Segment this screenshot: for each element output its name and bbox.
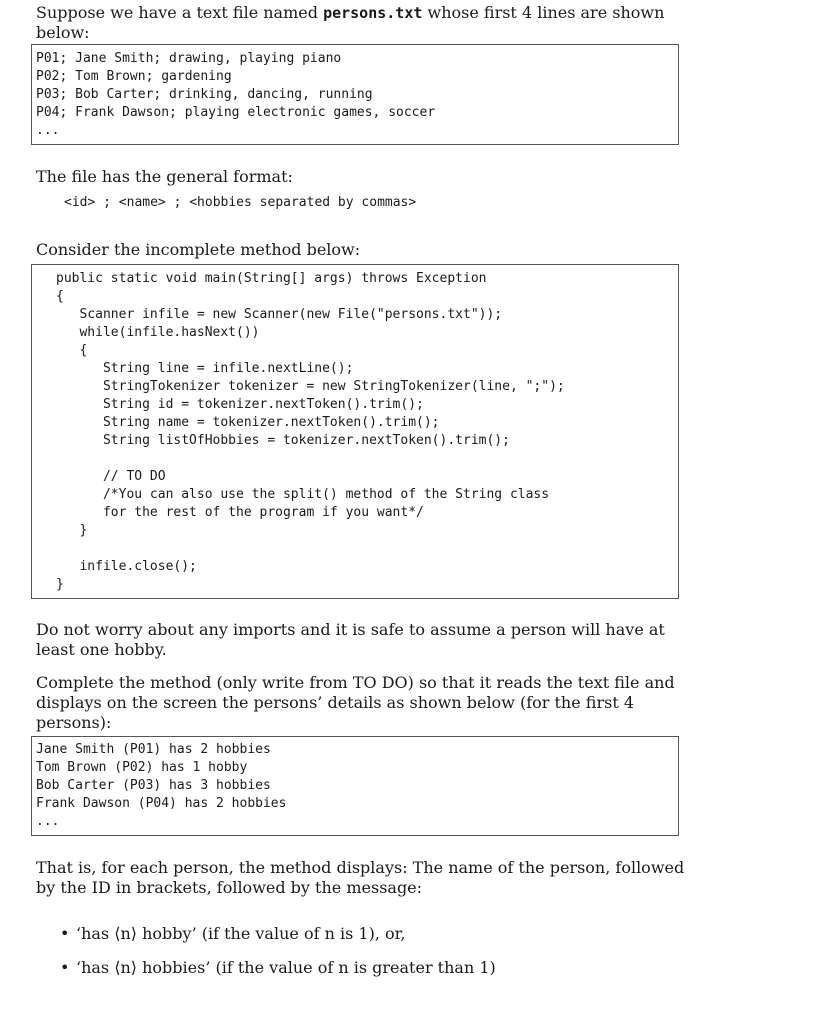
code-box bbox=[31, 264, 679, 599]
code-line: StringTokenizer tokenizer = new StringTokenizer(line, ";"); bbox=[56, 379, 565, 394]
explanation: That is, for each person, the method displays: The name of the person, followed by the ID in brackets, followed by the message: bbox=[36, 858, 685, 897]
bullet-text: ‘has ⟨n⟩ hobby’ (if the value of n is 1), or, bbox=[76, 924, 406, 943]
task-text: Complete the method (only write from TO DO) so that it reads the text file and displays on the screen the persons’ details as shown below (for the first 4 persons): bbox=[36, 673, 675, 732]
format-line: <id> ; <name> ; <hobbies separated by commas> bbox=[64, 195, 417, 210]
code-line: String listOfHobbies = tokenizer.nextToken().trim(); bbox=[56, 433, 510, 448]
file-content-box bbox=[31, 44, 679, 145]
output-line: Frank Dawson (P04) has 2 hobbies bbox=[36, 796, 287, 811]
intro-text-after: whose first 4 lines are shown below: bbox=[36, 3, 665, 42]
code-line: String line = infile.nextLine(); bbox=[56, 361, 354, 376]
file-line: P03; Bob Carter; drinking, dancing, running bbox=[36, 87, 373, 102]
code-line: String id = tokenizer.nextToken().trim(); bbox=[56, 397, 424, 412]
bullet-dot: • bbox=[60, 924, 70, 943]
code-line bbox=[56, 450, 678, 468]
code-line: } bbox=[56, 523, 88, 538]
intro-paragraph bbox=[36, 3, 696, 43]
code-line: for the rest of the program if you want*/ bbox=[56, 505, 424, 520]
bullet-item bbox=[60, 958, 740, 978]
file-line: P04; Frank Dawson; playing electronic games, soccer bbox=[36, 105, 436, 120]
file-line: P01; Jane Smith; drawing, playing piano bbox=[36, 51, 342, 66]
code-line: /*You can also use the split() method of the String class bbox=[56, 487, 550, 502]
file-line: P02; Tom Brown; gardening bbox=[36, 69, 232, 84]
intro-text-before: Suppose we have a text file named bbox=[36, 3, 324, 22]
output-box bbox=[31, 736, 679, 836]
bullet-dot: • bbox=[60, 958, 70, 977]
code-line bbox=[56, 540, 678, 558]
code-line: Scanner infile = new Scanner(new File("persons.txt")); bbox=[56, 307, 503, 322]
code-line: while(infile.hasNext()) bbox=[56, 325, 260, 340]
code-line: } bbox=[56, 577, 64, 592]
code-line: String name = tokenizer.nextToken().trim(); bbox=[56, 415, 440, 430]
bullet-text: ‘has ⟨n⟩ hobbies’ (if the value of n is greater than 1) bbox=[76, 958, 496, 977]
output-line: ... bbox=[36, 814, 60, 829]
bullet-item bbox=[60, 924, 740, 944]
file-line: ... bbox=[36, 123, 60, 138]
code-line: { bbox=[56, 289, 64, 304]
imports-note: Do not worry about any imports and it is safe to assume a person will have at least one hobby. bbox=[36, 620, 665, 659]
output-line: Jane Smith (P01) has 2 hobbies bbox=[36, 742, 271, 757]
output-line: Bob Carter (P03) has 3 hobbies bbox=[36, 778, 271, 793]
code-line: public static void main(String[] args) throws Exception bbox=[56, 271, 487, 286]
filename: persons.txt bbox=[323, 4, 423, 22]
code-line: // TO DO bbox=[56, 469, 166, 484]
format-intro: The file has the general format: bbox=[36, 167, 293, 186]
output-line: Tom Brown (P02) has 1 hobby bbox=[36, 760, 248, 775]
code-line: infile.close(); bbox=[56, 559, 197, 574]
code-line: { bbox=[56, 343, 88, 358]
method-intro: Consider the incomplete method below: bbox=[36, 240, 361, 259]
